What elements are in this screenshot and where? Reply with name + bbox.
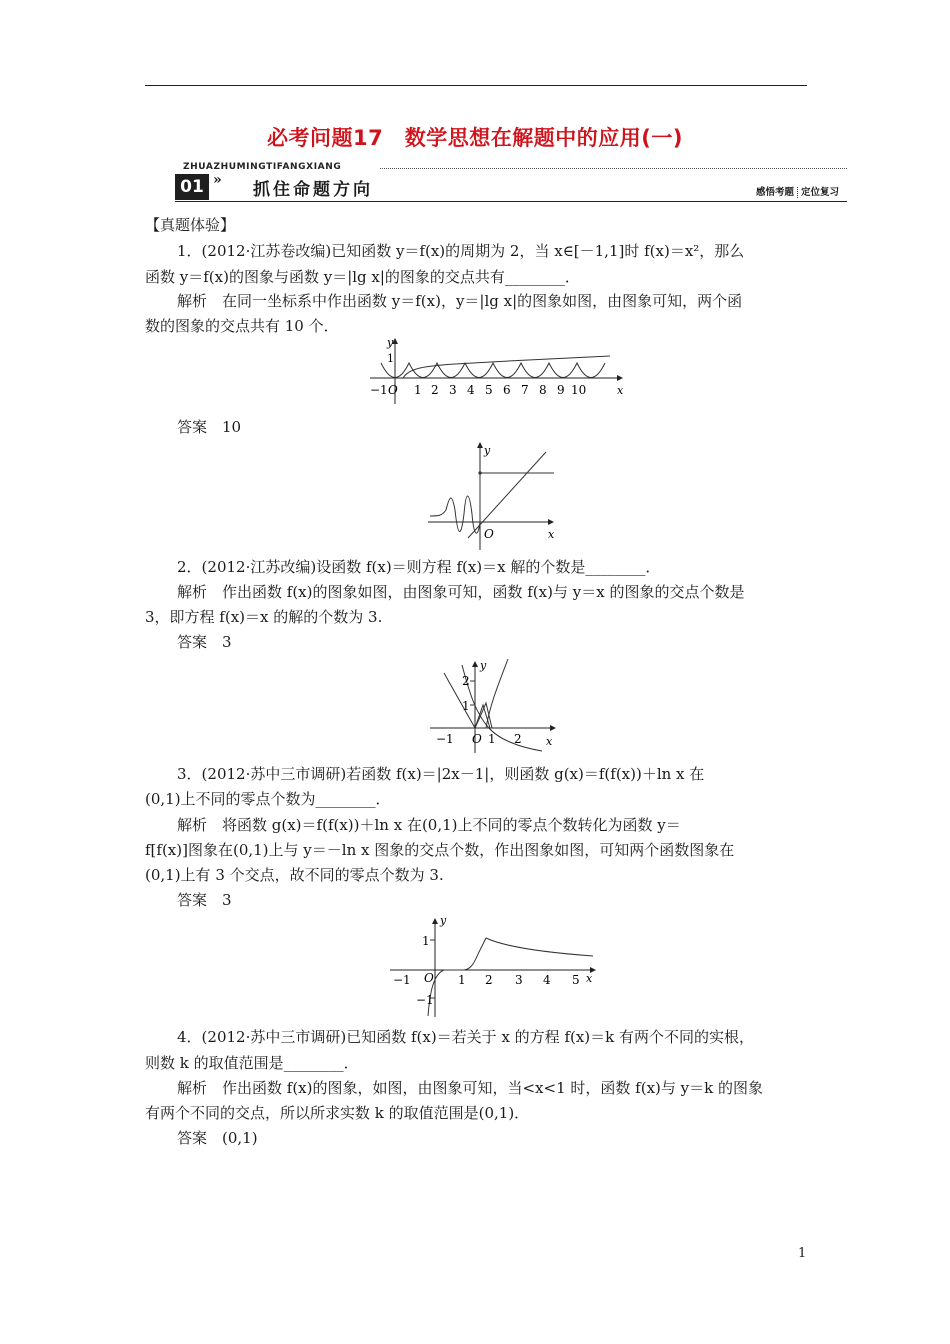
p1-x-9: 9 bbox=[557, 383, 565, 397]
section-pinyin: ZHUAZHUMINGTIFANGXIANG bbox=[183, 162, 342, 172]
p3-analysis-line2: f[f(x)]图象在(0,1)上与 y＝－ln x 图象的交点个数，作出图象如图，可知两个函数图象在 bbox=[145, 841, 735, 859]
p4-x-2: 2 bbox=[485, 973, 493, 987]
p3-origin: O bbox=[472, 732, 482, 746]
p3-analysis-line1: 解析 将函数 g(x)＝f(f(x))＋ln x 在(0,1)上不同的零点个数转化为函数 y＝ bbox=[177, 816, 681, 834]
p3-question-line2: (0,1)上不同的零点个数为________． bbox=[145, 790, 391, 808]
p1-x-10: 10 bbox=[571, 383, 587, 397]
p1-figure bbox=[365, 336, 625, 406]
p3-question-line1: 3．(2012·苏中三市调研)若函数 f(x)＝|2x－1|，则函数 g(x)＝f(f(x))＋ln x 在 bbox=[177, 765, 705, 783]
p1-x-label: x bbox=[617, 384, 624, 397]
p2-y-label: y bbox=[484, 444, 491, 457]
p1-x-8: 8 bbox=[539, 383, 547, 397]
p4-x-5: 5 bbox=[572, 973, 580, 987]
p1-x-3: 3 bbox=[449, 383, 457, 397]
p2-answer: 答案 3 bbox=[177, 633, 232, 651]
p1-y-label: y bbox=[387, 336, 394, 349]
section-title: 抓住命题方向 bbox=[253, 180, 373, 200]
p4-y-neg1: −1 bbox=[416, 993, 434, 1007]
p1-analysis-line1: 解析 在同一坐标系中作出函数 y＝f(x)，y＝|lg x|的图象如图，由图象可知，两个函 bbox=[177, 292, 743, 310]
p4-figure bbox=[388, 912, 608, 1022]
p4-y-one: 1 bbox=[422, 934, 430, 948]
p1-x-o: O bbox=[388, 383, 398, 397]
p4-origin: O bbox=[424, 971, 434, 985]
p1-x-m1: −1 bbox=[370, 383, 388, 397]
p3-answer: 答案 3 bbox=[177, 891, 232, 909]
p2-analysis-line1: 解析 作出函数 f(x)的图象如图，由图象可知，函数 f(x)与 y＝x 的图象的交点个数是 bbox=[177, 583, 745, 601]
page-number: 1 bbox=[798, 1246, 807, 1261]
p4-answer: 答案 (0,1) bbox=[177, 1129, 258, 1147]
page-title: 必考问题17 数学思想在解题中的应用(一) bbox=[267, 126, 683, 150]
p4-x-label: x bbox=[586, 972, 593, 985]
p4-x-1: 1 bbox=[458, 973, 466, 987]
p1-answer: 答案 10 bbox=[177, 418, 242, 436]
p2-x-label: x bbox=[548, 528, 555, 541]
section-number: 01 bbox=[175, 174, 209, 200]
p4-x-4: 4 bbox=[543, 973, 551, 987]
p1-question-line1: 1．(2012·江苏卷改编)已知函数 y＝f(x)的周期为 2，当 x∈[－1,1]时 f(x)＝x²，那么 bbox=[177, 242, 745, 260]
p4-y-label: y bbox=[440, 914, 447, 927]
p1-question-line2: 函数 y＝f(x)的图象与函数 y＝|lg x|的图象的交点共有________． bbox=[145, 268, 580, 286]
p3-figure bbox=[428, 655, 563, 755]
section-heading: 【真题体验】 bbox=[145, 216, 236, 234]
p1-x-4: 4 bbox=[467, 383, 475, 397]
p2-origin: O bbox=[484, 527, 494, 541]
p3-x-m1: −1 bbox=[436, 732, 454, 746]
p4-x-m1: −1 bbox=[393, 973, 411, 987]
p1-x-5: 5 bbox=[485, 383, 493, 397]
p4-x-3: 3 bbox=[515, 973, 523, 987]
section-banner bbox=[175, 160, 847, 202]
p3-y-two: 2 bbox=[462, 674, 470, 688]
p3-x-one: 1 bbox=[488, 732, 496, 746]
chevron-icon: » bbox=[213, 172, 222, 188]
p4-question-line1: 4．(2012·苏中三市调研)已知函数 f(x)＝若关于 x 的方程 f(x)＝k 有两个不同的实根， bbox=[177, 1028, 755, 1046]
p1-y-one: 1 bbox=[387, 352, 394, 365]
tag-b: 定位复习 bbox=[800, 187, 839, 198]
p3-x-label: x bbox=[546, 735, 553, 748]
p4-analysis-line1: 解析 作出函数 f(x)的图象，如图，由图象可知，当<x<1 时，函数 f(x)与 y＝k 的图象 bbox=[177, 1079, 763, 1097]
section-tags bbox=[756, 184, 839, 198]
p1-x-7: 7 bbox=[521, 383, 529, 397]
p1-x-1: 1 bbox=[414, 383, 422, 397]
p1-analysis-line2: 数的图象的交点共有 10 个． bbox=[145, 317, 339, 335]
p1-x-6: 6 bbox=[503, 383, 511, 397]
p4-question-line2: 则数 k 的取值范围是________． bbox=[145, 1054, 359, 1072]
banner-rule bbox=[175, 201, 847, 202]
p2-figure bbox=[428, 438, 563, 553]
p3-y-one: 1 bbox=[462, 699, 470, 713]
p4-analysis-line2: 有两个不同的交点，所以所求实数 k 的取值范围是(0,1)． bbox=[145, 1104, 530, 1122]
banner-dotted-rule bbox=[380, 168, 847, 169]
p2-question: 2．(2012·江苏改编)设函数 f(x)＝则方程 f(x)＝x 解的个数是________． bbox=[177, 558, 661, 576]
tag-a: 感悟考题 bbox=[755, 187, 794, 198]
p3-x-two: 2 bbox=[514, 732, 522, 746]
top-rule bbox=[145, 85, 807, 86]
p3-analysis-line3: (0,1)上有 3 个交点，故不同的零点个数为 3. bbox=[145, 866, 444, 884]
p3-y-label: y bbox=[480, 659, 487, 672]
p2-analysis-line2: 3，即方程 f(x)＝x 的解的个数为 3. bbox=[145, 608, 383, 626]
p1-x-2: 2 bbox=[431, 383, 439, 397]
